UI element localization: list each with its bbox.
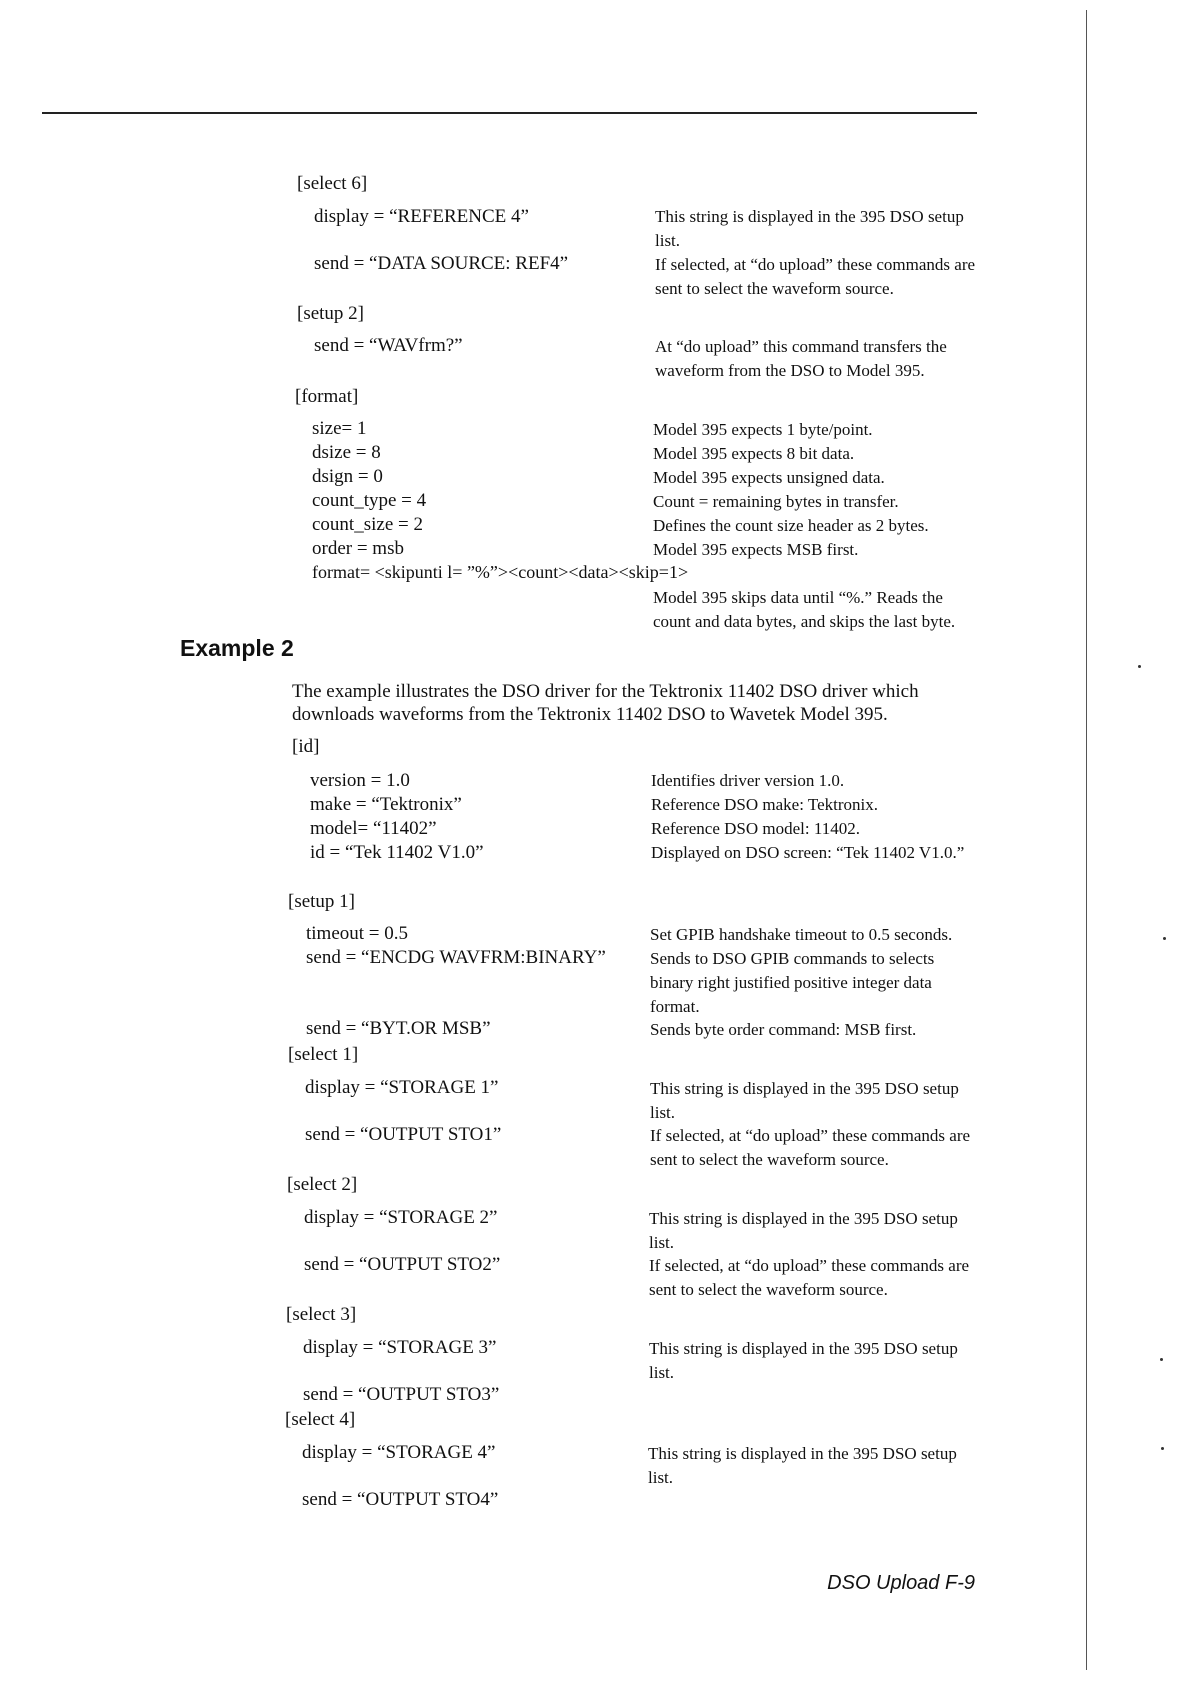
page-footer: DSO Upload F-9 [827, 1572, 975, 1594]
format-header: [format] [295, 386, 359, 407]
select3-header: [select 3] [286, 1304, 357, 1325]
format-desc: Model 395 expects 1 byte/point. [653, 420, 873, 439]
example2-heading: Example 2 [180, 635, 294, 661]
format-code: dsize = 8 [312, 442, 381, 463]
scan-speck [1163, 937, 1166, 940]
id-code: make = “Tektronix” [310, 794, 462, 815]
setup1-send1-code: send = “ENCDG WAVFRM:BINARY” [306, 947, 606, 968]
select2-send-desc: If selected, at “do upload” these commands are sent to select the waveform source. [649, 1256, 970, 1299]
format-desc: Model 395 expects unsigned data. [653, 468, 885, 487]
select3-display-code: display = “STORAGE 3” [303, 1337, 497, 1358]
select2-send-code: send = “OUTPUT STO2” [304, 1254, 501, 1275]
id-header: [id] [292, 736, 320, 757]
select1-header: [select 1] [288, 1044, 359, 1065]
setup1-timeout-code: timeout = 0.5 [306, 923, 409, 944]
select4-header: [select 4] [285, 1409, 356, 1430]
setup1-send2-code: send = “BYT.OR MSB” [306, 1018, 491, 1039]
format-desc: Defines the count size header as 2 bytes. [653, 516, 929, 535]
select3-send-code: send = “OUTPUT STO3” [303, 1384, 500, 1405]
select3-display-desc: This string is displayed in the 395 DSO setup list. [649, 1339, 958, 1382]
select4-display-code: display = “STORAGE 4” [302, 1442, 496, 1463]
format-desc: Count = remaining bytes in transfer. [653, 492, 899, 511]
format-desc: Model 395 expects MSB first. [653, 540, 859, 559]
format-line-code: format= <skipunti l= ”%”><count><data><skip=1> [312, 562, 689, 582]
select2-display-desc: This string is displayed in the 395 DSO setup list. [649, 1209, 958, 1252]
select4-display-desc: This string is displayed in the 395 DSO setup list. [648, 1444, 957, 1487]
format-line-desc: Model 395 skips data until “%.” Reads the count and data bytes, and skips the last byte. [653, 588, 956, 631]
select4-send-code: send = “OUTPUT STO4” [302, 1489, 499, 1510]
format-code: count_type = 4 [312, 490, 427, 511]
id-code: model= “11402” [310, 818, 437, 839]
setup1-send1-desc: Sends to DSO GPIB commands to selects binary right justified positive integer data format. [650, 949, 935, 1016]
select1-display-desc: This string is displayed in the 395 DSO setup list. [650, 1079, 959, 1122]
format-code: dsign = 0 [312, 466, 383, 487]
setup1-header: [setup 1] [288, 891, 356, 912]
select1-send-desc: If selected, at “do upload” these commands are sent to select the waveform source. [650, 1126, 971, 1169]
top-rule [42, 112, 977, 114]
select6-display-desc: This string is displayed in the 395 DSO setup list. [655, 207, 964, 250]
format-desc: Model 395 expects 8 bit data. [653, 444, 855, 463]
scan-speck [1160, 1358, 1163, 1361]
select2-display-code: display = “STORAGE 2” [304, 1207, 498, 1228]
select6-header: [select 6] [297, 173, 368, 194]
format-code: size= 1 [312, 418, 367, 439]
select6-send-desc: If selected, at “do upload” these commands are sent to select the waveform source. [655, 255, 976, 298]
select1-display-code: display = “STORAGE 1” [305, 1077, 499, 1098]
id-desc: Identifies driver version 1.0. [651, 771, 845, 790]
id-desc: Reference DSO model: 11402. [651, 819, 860, 838]
setup1-send2-desc: Sends byte order command: MSB first. [650, 1020, 917, 1039]
scan-speck [1161, 1447, 1164, 1450]
setup2-send-desc: At “do upload” this command transfers the waveform from the DSO to Model 395. [655, 337, 947, 380]
setup1-timeout-desc: Set GPIB handshake timeout to 0.5 seconds. [650, 925, 953, 944]
select2-header: [select 2] [287, 1174, 358, 1195]
format-code: count_size = 2 [312, 514, 423, 535]
scan-speck [1138, 665, 1141, 668]
select6-send-code: send = “DATA SOURCE: REF4” [314, 253, 569, 274]
id-code: version = 1.0 [310, 770, 410, 791]
example2-intro: The example illustrates the DSO driver for the Tektronix 11402 DSO driver which downloads waveforms from the Tektronix 11402 DSO to Wavetek Model 395. [292, 681, 919, 725]
id-code: id = “Tek 11402 V1.0” [310, 842, 484, 863]
page-edge-line [1086, 10, 1087, 1670]
id-desc: Displayed on DSO screen: “Tek 11402 V1.0.” [651, 843, 965, 862]
setup2-header: [setup 2] [297, 303, 365, 324]
id-desc: Reference DSO make: Tektronix. [651, 795, 878, 814]
setup2-send-code: send = “WAVfrm?” [314, 335, 463, 356]
select1-send-code: send = “OUTPUT STO1” [305, 1124, 502, 1145]
format-code: order = msb [312, 538, 404, 559]
select6-display-code: display = “REFERENCE 4” [314, 206, 529, 227]
